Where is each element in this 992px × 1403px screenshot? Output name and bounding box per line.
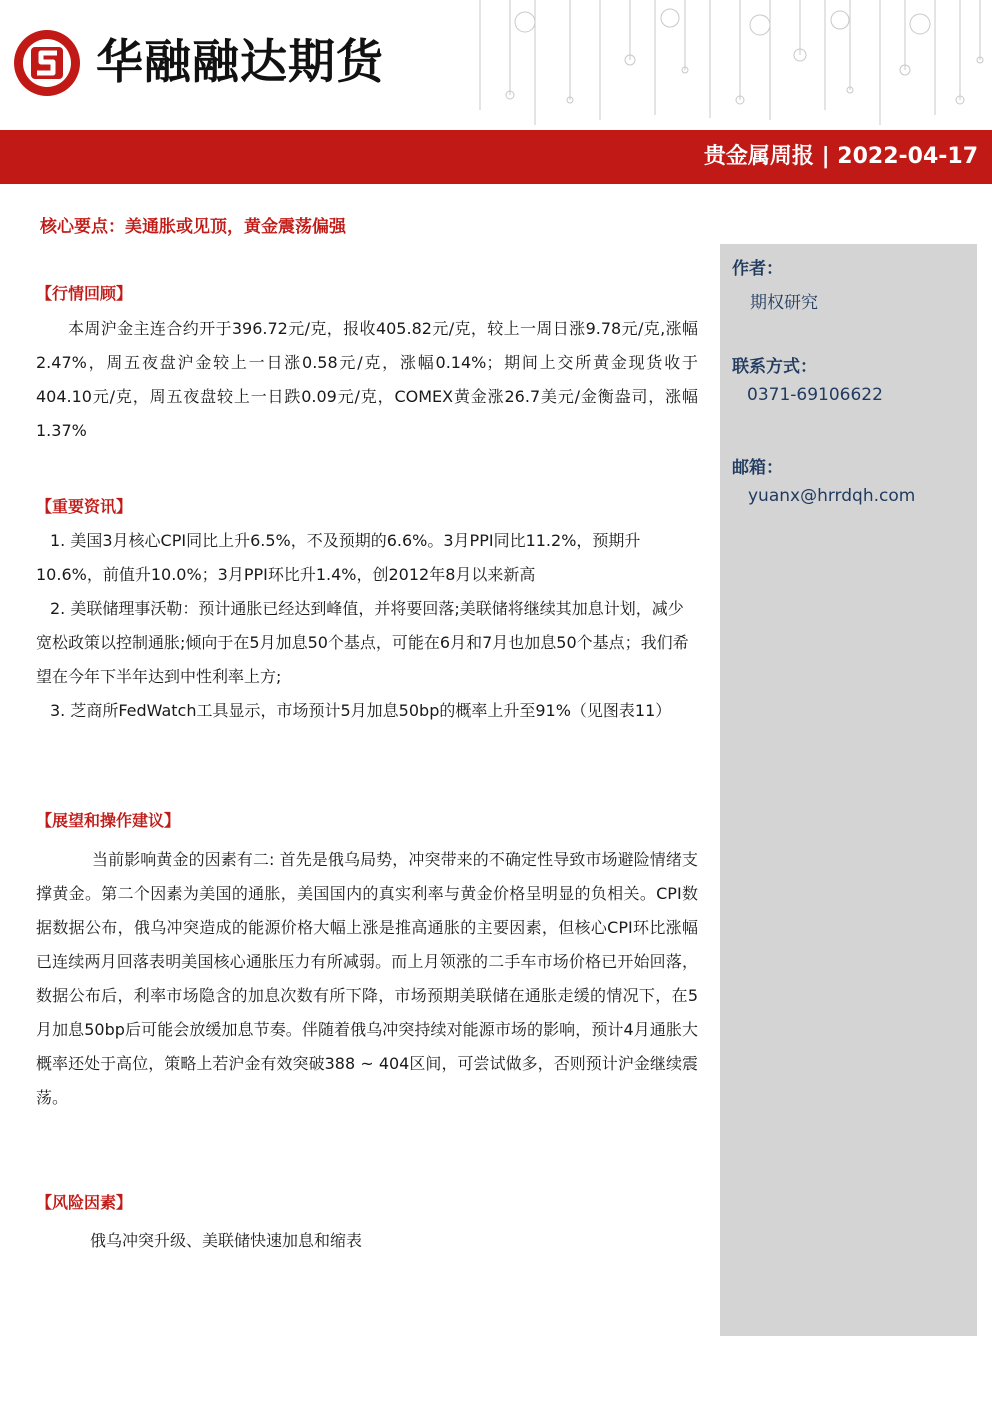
section-heading-risk: 【风险因素】 [36,1193,133,1212]
market-review-text: 本周沪金主连合约开于396.72元/克，报收405.82元/克，较上一周日涨9.78元/克,涨幅2.47%，周五夜盘沪金较上一日涨0.58元/克，涨幅0.14%；期间上交所黄金现货收于404.10元/克，周五夜盘较上一日跌0.09元/克，COMEX黄金涨26.7美元/金衡盎司，涨幅1.37% [36,319,698,440]
report-title: 贵金属周报 | 2022-04-17 [703,144,978,169]
company-name: 华融融达期货 [96,35,384,90]
outlook-text: 当前影响黄金的因素有二: 首先是俄乌局势，冲突带来的不确定性导致市场避险情绪支撑黄金。第二个因素为美国的通胀，美国国内的真实利率与黄金价格呈明显的负相关。CPI数据数据公布，俄乌冲突造成的能源价格大幅上涨是推高通胀的主要因素，但核心CPI环比涨幅已连续两月回落表明美国核心通胀压力有所减弱。而上月领涨的二手车市场价格已开始回落，数据公布后，利率市场隐含的加息次数有所下降，市场预期美联储在通胀走缓的情况下，在5月加息50bp后可能会放缓加息节奏。伴随着俄乌冲突持续对能源市场的影响，预计4月通胀大概率还处于高位，策略上若沪金有效突破388 ~ 404区间，可尝试做多，否则预计沪金继续震荡。 [36,850,698,1107]
contact-label: 联系方式： [732,357,817,377]
header-decoration [440,0,992,130]
author-value: 期权研究 [750,293,818,313]
section-heading-news: 【重要资讯】 [36,497,133,516]
news-item: 1. 美国3月核心CPI同比上升6.5%，不及预期的6.6%。3月PPI同比11.2%，预期升10.6%，前值升10.0%；3月PPI环比升1.4%，创2012年8月以来新高 [36,531,641,584]
section-heading-market-review: 【行情回顾】 [36,284,133,303]
section-heading-outlook: 【展望和操作建议】 [36,811,181,830]
email-link[interactable]: yuanx@hrrdqh.com [748,486,916,506]
news-item: 2. 美联储理事沃勒：预计通胀已经达到峰值，并将要回落;美联储将继续其加息计划，减少宽松政策以控制通胀;倾向于在5月加息50个基点，可能在6月和7月也加息50个基点；我们希望在今年下半年达到中性利率上方; [36,599,689,686]
key-point-heading: 核心要点：美通胀或见顶，黄金震荡偏强 [40,217,346,237]
risk-text: 俄乌冲突升级、美联储快速加息和缩表 [90,1231,363,1250]
author-label: 作者： [732,259,783,279]
company-logo-icon [12,28,82,98]
contact-phone: 0371-69106622 [747,385,883,405]
email-label: 邮箱： [732,458,783,478]
news-item: 3. 芝商所FedWatch工具显示，市场预计5月加息50bp的概率上升至91%（见图表11） [50,701,672,720]
author-sidebar [720,244,977,1336]
